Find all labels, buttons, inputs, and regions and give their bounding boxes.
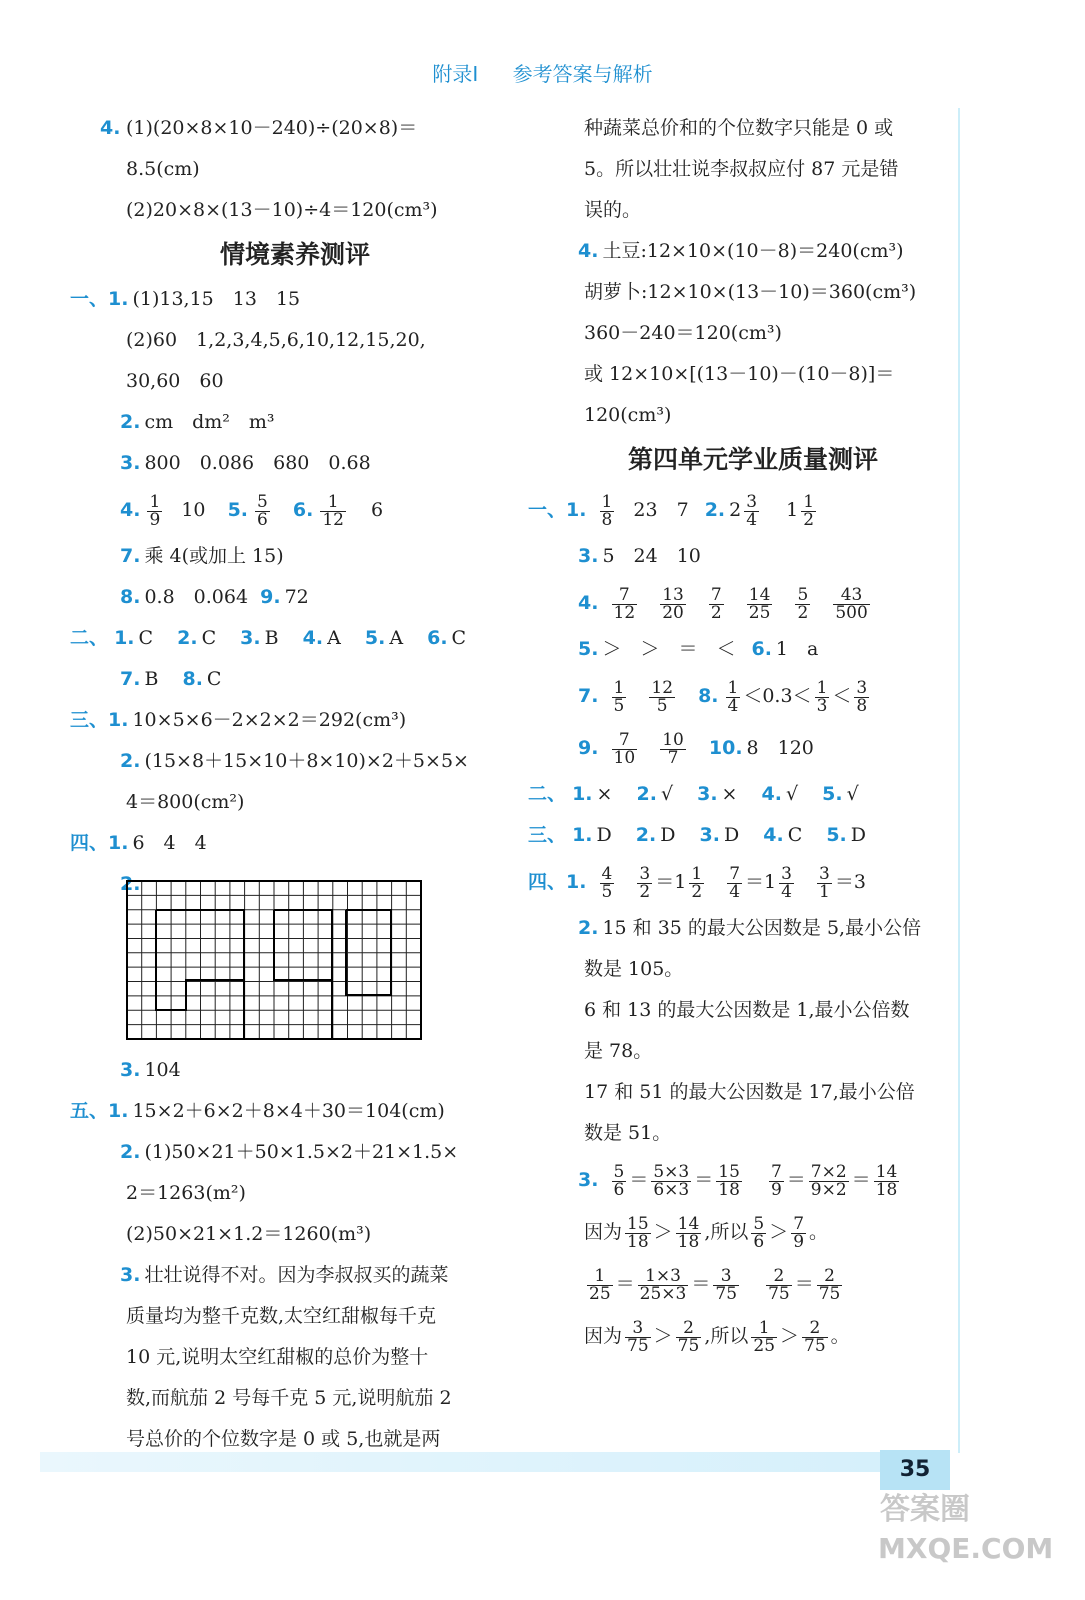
answer-line: 30,60 60 xyxy=(126,370,224,392)
answer-line: 一、1. $\frac{1}{8}$ 23 7 2. 2 $\frac{3}{4}$ 1 $\frac{1}{2}$ xyxy=(528,491,815,530)
answer-line: 或 12×10×[(13－10)－(10－8)]＝ xyxy=(584,363,895,385)
answer-line: 误的。 xyxy=(584,199,642,221)
answer-line: 7. B 8. C xyxy=(120,668,222,690)
answer-line: 三、1. 10×5×6－2×2×2＝292(cm³) xyxy=(70,709,407,731)
answer-line: 3. 800 0.086 680 0.68 xyxy=(120,452,371,474)
left-column xyxy=(70,108,520,905)
answer-line: 2. cm dm² m³ xyxy=(120,411,275,433)
answer-line: 4. 土豆:12×10×(10－8)＝240(cm³) xyxy=(578,240,904,262)
answer-line: (2)20×8×(13－10)÷4＝120(cm³) xyxy=(126,199,438,221)
answer-line: 号总价的个位数字是 0 或 5,也就是两 xyxy=(126,1428,441,1450)
answer-line: 3. 壮壮说得不对。因为李叔叔买的蔬菜 xyxy=(120,1264,449,1286)
answer-line: 2. (1)50×21＋50×1.5×2＋21×1.5× xyxy=(120,1141,459,1163)
answer-line: 10 元,说明太空红甜椒的总价为整十 xyxy=(126,1346,429,1368)
answer-line: 数是 105。 xyxy=(584,958,684,980)
answer-line: (2)60 1,2,3,4,5,6,10,12,15,20, xyxy=(126,329,426,351)
answer-line: 因为 $\frac{15}{18}$ ＞ $\frac{14}{18}$ ,所以 $\frac{5}{6}$ ＞ $\frac{7}{9}$ 。 xyxy=(584,1213,829,1252)
answer-line: 17 和 51 的最大公因数是 17,最小公倍 xyxy=(584,1081,915,1103)
answer-line: 数,而航茄 2 号每千克 5 元,说明航茄 2 xyxy=(126,1387,452,1409)
answer-line: 9. $\frac{7}{10}$ $\frac{10}{7}$ 10. 8 120 xyxy=(578,729,814,768)
answer-line: 四、1. $\frac{4}{5}$ $\frac{3}{2}$ ＝1 $\frac{1}{2}$ $\frac{7}{4}$ ＝1 $\frac{3}{4}$ $\frac{3}{1}$ ＝3 xyxy=(528,863,866,902)
answer-line: 7. 乘 4(或加上 15) xyxy=(120,545,284,567)
answer-line: 数是 51。 xyxy=(584,1122,672,1144)
answer-line: 7. $\frac{1}{5}$ $\frac{12}{5}$ 8. $\frac{1}{4}$ ＜0.3＜ $\frac{1}{3}$ ＜ $\frac{3}{8}$ xyxy=(578,677,868,716)
answer-line: 4. $\frac{1}{9}$ 10 5. $\frac{5}{6}$ 6. $\frac{1}{12}$ 6 xyxy=(120,491,384,530)
left-column-lower xyxy=(70,1050,520,1460)
answer-line: 种蔬菜总价和的个位数字只能是 0 或 xyxy=(584,117,894,139)
answer-line: $\frac{1}{25}$ ＝ $\frac{1\times 3}{25\times 3}$ ＝ $\frac{3}{75}$ $\frac{2}{75}$ ＝ $\frac{2}{75}$ xyxy=(589,1265,841,1304)
answer-line: 4＝800(cm²) xyxy=(126,791,245,813)
answer-line: 2. 15 和 35 的最大公因数是 5,最小公倍 xyxy=(578,917,922,939)
section-title: 第四单元学业质量测评 xyxy=(627,445,878,474)
answer-line: (2)50×21×1.2＝1260(m³) xyxy=(126,1223,372,1245)
answer-line: 二、 1. C 2. C 3. B 4. A 5. A 6. C xyxy=(70,627,467,649)
answer-line: 因为 $\frac{3}{75}$ ＞ $\frac{2}{75}$ ,所以 $\frac{1}{25}$ ＞ $\frac{2}{75}$ 。 xyxy=(584,1317,850,1356)
watermark-url: MXQE.COM xyxy=(878,1532,1054,1565)
answer-line: 3. $\frac{5}{6}$ ＝ $\frac{5\times 3}{6\times 3}$ ＝ $\frac{15}{18}$ $\frac{7}{9}$ ＝ $\frac{7\times 2}{9\times 2}$ ＝ $\frac{14}{18}$ xyxy=(578,1161,898,1200)
page-header xyxy=(0,58,1085,87)
answer-line: 胡萝卜:12×10×(13－10)＝360(cm³) xyxy=(584,281,917,303)
answer-line: 一、1. (1)13,15 13 15 xyxy=(70,288,301,310)
header-title: 参考答案与解析 xyxy=(512,62,653,86)
answer-line: 3. 5 24 10 xyxy=(578,545,701,567)
answer-line: 3. 104 xyxy=(120,1059,181,1081)
answer-line: 8. 0.8 0.064 9. 72 xyxy=(120,586,309,608)
answer-line: 6 和 13 的最大公因数是 1,最小公倍数 xyxy=(584,999,910,1021)
watermark-logo: 答案圈 xyxy=(880,1492,970,1527)
answer-line: 8.5(cm) xyxy=(126,158,200,180)
answer-line: 2＝1263(m²) xyxy=(126,1182,246,1204)
answer-line: 二、 1. × 2. √ 3. × 4. √ 5. √ xyxy=(528,783,859,805)
answer-line: 5. ＞ ＞ ＝ ＜ 6. 1 a xyxy=(578,638,819,660)
answer-line: 360－240＝120(cm³) xyxy=(584,322,782,344)
answer-line: 120(cm³) xyxy=(584,404,672,426)
answer-line: 4. (1)(20×8×10－240)÷(20×8)＝ xyxy=(100,117,418,139)
answer-line: 2. xyxy=(120,873,141,895)
answer-line: 是 78。 xyxy=(584,1040,653,1062)
appendix-label: 附录Ⅰ xyxy=(432,62,479,86)
answer-line: 四、1. 6 4 4 xyxy=(70,832,207,854)
answer-line: 4. $\frac{7}{12}$ $\frac{13}{20}$ $\frac{7}{2}$ $\frac{14}{25}$ $\frac{5}{2}$ $\frac{43}{500}$ xyxy=(578,584,868,623)
answer-line: 质量均为整千克数,太空红甜椒每千克 xyxy=(126,1305,437,1327)
page-number: 35 xyxy=(880,1450,950,1490)
right-column xyxy=(528,108,978,1362)
answer-line: 五、1. 15×2＋6×2＋8×4＋30＝104(cm) xyxy=(70,1100,445,1122)
answer-line: 三、 1. D 2. D 3. D 4. C 5. D xyxy=(528,824,866,846)
answer-line: 5。所以壮壮说李叔叔应付 87 元是错 xyxy=(584,158,899,180)
section-title: 情境素养测评 xyxy=(219,240,370,269)
grid-figure xyxy=(126,880,422,1040)
answer-line: 2. (15×8＋15×10＋8×10)×2＋5×5× xyxy=(120,750,469,772)
